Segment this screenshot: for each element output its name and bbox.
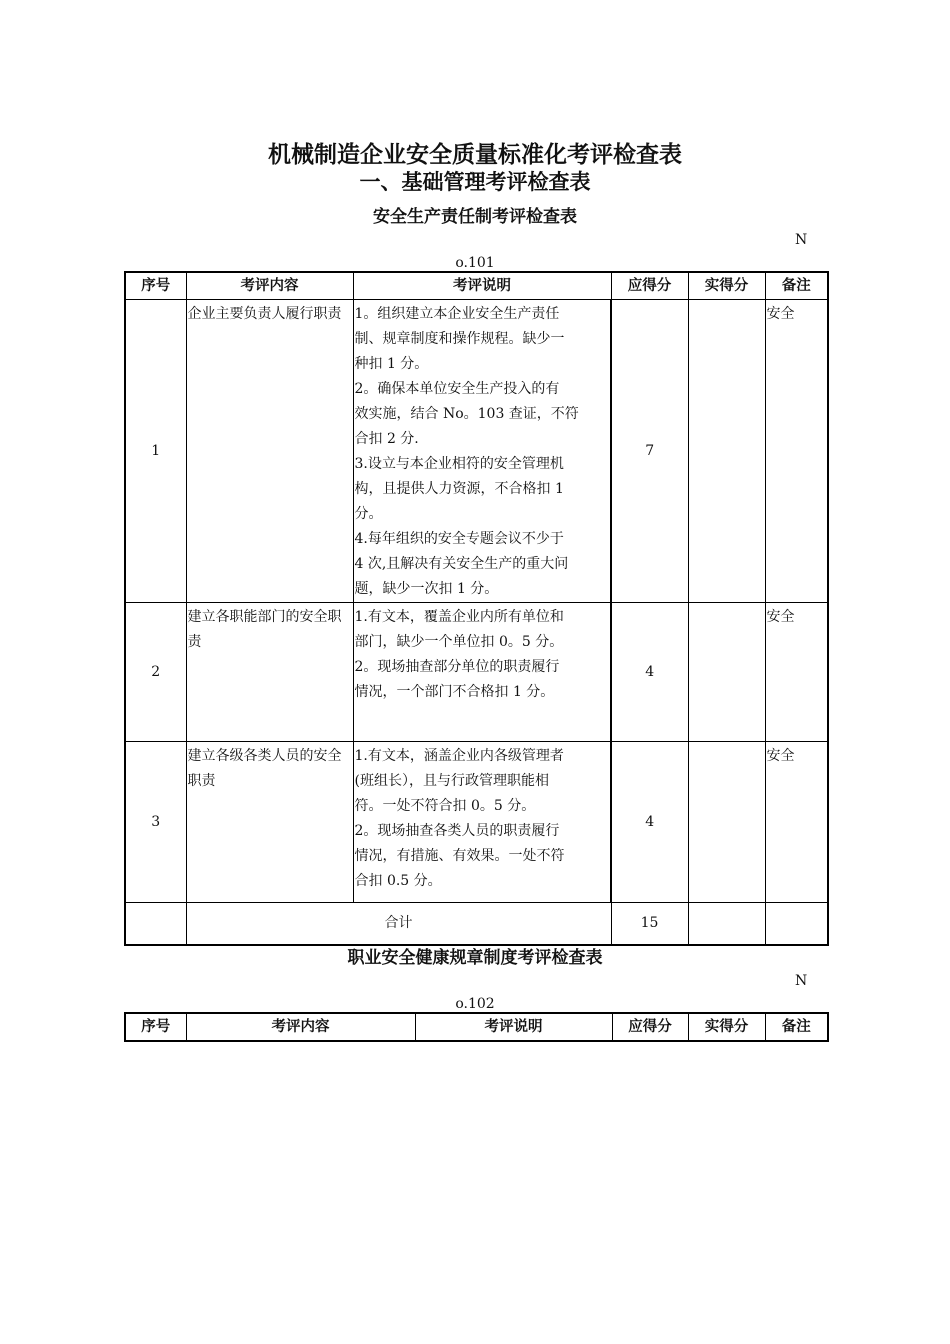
row-note: 安全 (765, 603, 828, 742)
regulations-table (124, 1012, 829, 1042)
description-line: 合扣 0.5 分。 (354, 873, 442, 889)
row-index: 2 (125, 603, 186, 742)
description-line: 1.有文本，涵盖企业内各级管理者 (354, 748, 564, 764)
description-line: 效实施，结合 No。103 查证，不符 (354, 406, 579, 422)
section2-title: 职业安全健康规章制度考评检查表 (347, 948, 603, 968)
section1-number: o.101 (455, 255, 495, 271)
header-actual-score: 实得分 (688, 272, 765, 300)
total-index-cell (125, 903, 186, 945)
row-content: 企业主要负责人履行职责 (186, 300, 353, 603)
responsibility-table (124, 271, 829, 946)
main-title: 机械制造企业安全质量标准化考评检查表 (268, 142, 682, 168)
row-content: 建立各职能部门的安全职责 (186, 603, 353, 742)
total-label: 合计 (186, 903, 611, 945)
row-index: 1 (125, 300, 186, 603)
row-actual-score (688, 603, 765, 742)
header-index: 序号 (125, 1013, 186, 1041)
row-actual-score (688, 300, 765, 603)
table-total-row (125, 903, 828, 945)
header-actual-score: 实得分 (688, 1013, 765, 1041)
description-line: 部门，缺少一个单位扣 0。5 分。 (354, 634, 564, 650)
section2-number-prefix: N (795, 973, 808, 989)
row-actual-score (688, 742, 765, 903)
table-header-row (125, 272, 828, 300)
sub-title: 一、基础管理考评检查表 (359, 170, 591, 194)
description-line: (班组长），且与行政管理职能相 (354, 773, 549, 789)
header-content: 考评内容 (186, 272, 353, 300)
row-note: 安全 (765, 742, 828, 903)
row-score: 4 (611, 603, 688, 742)
header-score: 应得分 (612, 1013, 688, 1041)
row-description (353, 300, 611, 603)
table-row (125, 603, 828, 742)
table-header-row (125, 1013, 828, 1041)
row-note: 安全 (765, 300, 828, 603)
description-line: 情况，一个部门不合格扣 1 分。 (354, 684, 555, 700)
section2-number: o.102 (455, 996, 495, 1012)
description-line: 2。确保本单位安全生产投入的有 (354, 381, 560, 397)
description-line: 2。现场抽查部分单位的职责履行 (354, 659, 560, 675)
section1-title: 安全生产责任制考评检查表 (373, 207, 577, 227)
total-score: 15 (611, 903, 688, 945)
description-line: 合扣 2 分. (354, 431, 419, 447)
header-description: 考评说明 (415, 1013, 612, 1041)
description-line: 1。组织建立本企业安全生产责任 (354, 306, 560, 322)
description-line: 题，缺少一次扣 1 分。 (354, 581, 499, 597)
description-line: 种扣 1 分。 (354, 356, 429, 372)
header-content: 考评内容 (186, 1013, 415, 1041)
description-line: 情况，有措施、有效果。一处不符 (354, 848, 565, 864)
section1-number-prefix: N (795, 232, 808, 248)
row-description (353, 742, 611, 903)
description-line: 1.有文本，覆盖企业内所有单位和 (354, 609, 564, 625)
row-index: 3 (125, 742, 186, 903)
header-description: 考评说明 (353, 272, 611, 300)
table-row (125, 300, 828, 603)
description-line: 4.每年组织的安全专题会议不少于 (354, 531, 564, 547)
total-note (765, 903, 828, 945)
row-score: 4 (611, 742, 688, 903)
header-note: 备注 (765, 1013, 828, 1041)
description-line: 制、规章制度和操作规程。缺少一 (354, 331, 565, 347)
header-index: 序号 (125, 272, 186, 300)
description-line: 2。现场抽查各类人员的职责履行 (354, 823, 560, 839)
description-line: 4 次,且解决有关安全生产的重大问 (354, 556, 569, 572)
table-row (125, 742, 828, 903)
description-line: 构，且提供人力资源，不合格扣 1 (354, 481, 564, 497)
row-score: 7 (611, 300, 688, 603)
description-line: 符。一处不符合扣 0。5 分。 (354, 798, 536, 814)
header-note: 备注 (765, 272, 828, 300)
row-content: 建立各级各类人员的安全职责 (186, 742, 353, 903)
description-line: 3.设立与本企业相符的安全管理机 (354, 456, 564, 472)
total-actual-score (688, 903, 765, 945)
description-line: 分。 (354, 506, 383, 522)
header-score: 应得分 (611, 272, 688, 300)
row-description (353, 603, 611, 742)
